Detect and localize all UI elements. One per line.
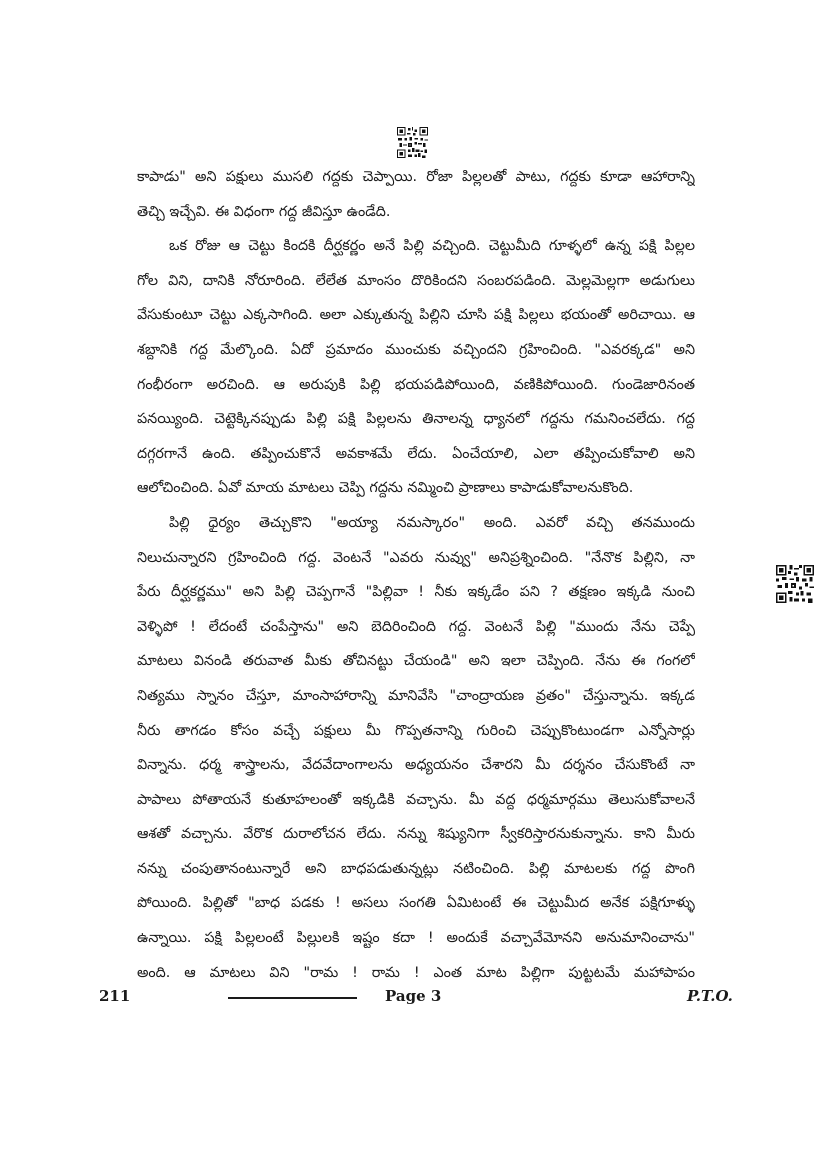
text-line: కాపాడు" అని పక్షులు ముసలి గద్దకు చెప్పాయి. రోజా పిల్లలతో పాటు, గద్దకు కూడా ఆహారాన్ని [137,169,695,185]
text-line: నన్ను చంపుతానంటున్నారే అని బాధపడుతున్నట్లు నటించింది. పిల్లి మాటలకు గద్ద పొంగి [137,860,695,877]
page-footer [0,984,827,1010]
text-line: నిలుచున్నారని గ్రహించింది గద్ద. వెంటనే "ఎవరు నువ్వు" అనిప్రశ్నించింది. "నేనొక పిల్లిని, నా [137,549,695,566]
text-line: ఆశతో వచ్చాను. వేరొక దురాలోచన లేదు. నన్ను శిష్యునిగా స్వీకరిస్తారనుకున్నాను. కాని మీరు [137,826,695,843]
text-line: ఒక రోజు ఆ చెట్టు కిందకి దీర్ఘకర్ణం అనే పిల్లి వచ్చింది. చెట్టుమీది గూళ్ళలో ఉన్న పక్షి పిల్లల [169,238,695,255]
text-line: వెళ్ళిపో ! లేదంటే చంపేస్తాను" అని బెదిరించింది గద్ద. వెంటనే పిల్లి "ముందు నేను చెప్పే [137,618,695,635]
text-line: విన్నాను. ధర్మ శాస్త్రాలను, వేదవేదాంగాలను అధ్యయనం చేశారని మీ దర్శనం చేసుకొంటే నా [137,757,695,774]
paper-code: 211 [99,987,131,1005]
text-line: గోల విని, దానికి నోరూరింది. లేలేత మాంసం దొరికిందని సంబరపడింది. మెల్లమెల్లగా అడుగులు [137,272,695,289]
text-line: పనయ్యింది. చెట్టెక్కినప్పుడు పిల్లి పక్షి పిల్లలను తినాలన్న ధ్యానలో గద్దను గమనించలేదు. గద్ద [137,411,695,428]
page-number: Page 3 [385,987,442,1005]
text-line: నిత్యము స్నానం చేస్తూ, మాంసాహారాన్ని మానివేసి "చాంద్రాయణ వ్రతం" చేస్తున్నాను. ఇక్కడ [137,687,695,704]
text-line: దగ్గరగానే ఉంది. తప్పించుకొనే అవకాశమే లేదు. ఏంచేయాలి, ఎలా తప్పించుకోవాలి అని [137,445,695,462]
qr-code-side [776,565,814,603]
story-text [137,160,695,990]
qr-code-icon [397,127,428,158]
text-line: మాటలు వినండి తరువాత మీకు తోచినట్టు చేయండి" అని ఇలా చెప్పింది. నేను ఈ గంగలో [137,653,695,670]
qr-code-top [397,127,428,158]
pto-label: P.T.O. [687,987,733,1005]
text-line: పోయింది. పిల్లితో "బాధ పడకు ! అసలు సంగతి ఏమిటంటే ఈ చెట్టుమీద అనేక పక్షిగూళ్ళు [137,895,695,912]
text-line: పేరు దీర్ఘకర్ణము" అని పిల్లి చెప్పగానే "పిల్లివా ! నీకు ఇక్కడేం పని ? తక్షణం ఇక్కడి నుంచి [137,584,695,601]
text-line: తెచ్చి ఇచ్చేవి. ఈ విధంగా గద్ద జీవిస్తూ ఉండేది. [137,203,391,220]
text-line: నీరు తాగడం కోసం వచ్చే పక్షులు మీ గొప్పతనాన్ని గురించి చెప్పుకొంటుండగా ఎన్నోసార్లు [137,722,695,739]
text-line: గంభీరంగా అరచింది. ఆ అరుపుకి పిల్లి భయపడిపోయింది, వణికిపోయింది. గుండెజారినంత [137,376,695,393]
footer-rule [228,997,357,999]
text-line: ఉన్నాయి. పక్షి పిల్లలంటే పిల్లులకి ఇష్టం కదా ! అందుకే వచ్చావేమోనని అనుమానించాను" [137,930,695,947]
text-line: పాపాలు పోతాయనే కుతూహలంతో ఇక్కడికి వచ్చాను. మీ వద్ద ధర్మమార్గము తెలుసుకోవాలనే [137,791,695,808]
text-line: పిల్లి ధైర్యం తెచ్చుకొని "అయ్యా నమస్కారం" అంది. ఎవరో వచ్చి తనముందు [169,514,695,531]
qr-code-icon [776,565,814,603]
text-line: శబ్దానికి గద్ద మేల్కొంది. ఏదో ప్రమాదం ముంచుకు వచ్చిందని గ్రహించింది. "ఎవరక్కడ" అని [137,341,695,358]
text-line: ఆలోచించింది. ఏవో మాయ మాటలు చెప్పి గద్దను నమ్మించి ప్రాణాలు కాపాడుకోవాలనుకొంది. [137,480,634,497]
text-line: అంది. ఆ మాటలు విని "రామ ! రామ ! ఎంత మాట పిల్లిగా పుట్టటమే మహాపాపం [137,964,695,981]
text-line: వేసుకుంటూ చెట్టు ఎక్కసాగింది. అలా ఎక్కుతున్న పిల్లిని చూసి పక్షి పిల్లలు భయంతో అరిచాయి. ఆ [137,307,695,324]
